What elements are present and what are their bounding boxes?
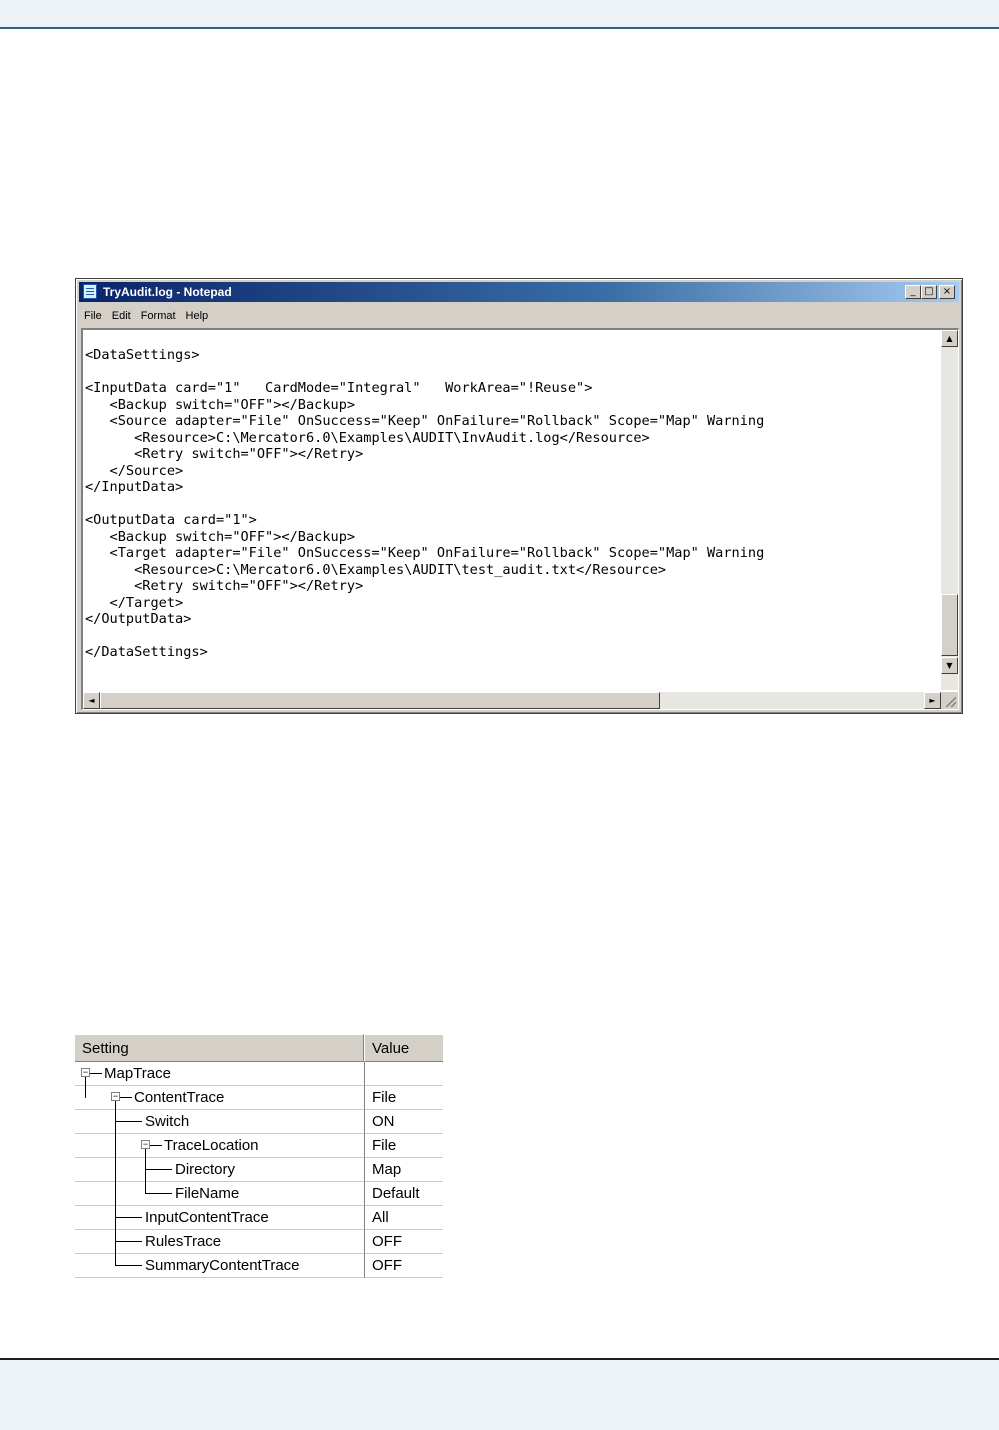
- tree-connector-line: [85, 1086, 86, 1098]
- tree-branch-line: [150, 1145, 162, 1146]
- text-line: <Retry switch="OFF"></Retry>: [85, 578, 364, 594]
- tree-branch-line: [115, 1241, 142, 1242]
- scroll-down-button[interactable]: ▼: [941, 657, 958, 674]
- setting-value[interactable]: File: [364, 1086, 443, 1110]
- setting-name: InputContentTrace: [145, 1209, 269, 1226]
- table-row[interactable]: [75, 1110, 443, 1134]
- notepad-icon: [83, 284, 97, 299]
- minimize-button[interactable]: _: [905, 285, 921, 299]
- menu-format[interactable]: Format: [140, 310, 176, 322]
- scroll-left-button[interactable]: ◄: [83, 692, 100, 709]
- tree-branch-line: [115, 1121, 142, 1122]
- tree-connector-line: [115, 1206, 116, 1230]
- table-row[interactable]: [75, 1206, 443, 1230]
- tree-branch-line: [115, 1265, 142, 1266]
- text-line: <DataSettings>: [85, 347, 200, 363]
- table-row[interactable]: [75, 1158, 443, 1182]
- setting-name: MapTrace: [104, 1065, 171, 1082]
- setting-value[interactable]: File: [364, 1134, 443, 1158]
- notepad-title-bar[interactable]: [79, 282, 959, 302]
- tree-connector-line: [145, 1149, 146, 1158]
- tree-connector-line: [115, 1230, 116, 1254]
- maximize-button[interactable]: □: [921, 285, 937, 299]
- tree-branch-line: [115, 1217, 142, 1218]
- text-line: <Retry switch="OFF"></Retry>: [85, 446, 364, 462]
- setting-value[interactable]: Default: [364, 1182, 443, 1206]
- setting-value[interactable]: ON: [364, 1110, 443, 1134]
- text-line: [85, 496, 935, 513]
- horizontal-scrollbar[interactable]: [83, 692, 941, 709]
- table-row[interactable]: [75, 1062, 443, 1086]
- scroll-right-button[interactable]: ►: [924, 692, 941, 709]
- setting-value[interactable]: All: [364, 1206, 443, 1230]
- vertical-scrollbar[interactable]: [941, 330, 958, 690]
- setting-cell: [75, 1086, 364, 1110]
- tree-branch-line: [145, 1193, 172, 1194]
- setting-cell: [75, 1062, 364, 1086]
- text-line: <OutputData card="1">: [85, 512, 257, 528]
- tree-connector-line: [85, 1077, 86, 1086]
- setting-name: Switch: [145, 1113, 190, 1130]
- setting-name: TraceLocation: [164, 1137, 259, 1154]
- setting-value[interactable]: [364, 1062, 443, 1086]
- setting-value[interactable]: OFF: [364, 1254, 443, 1278]
- tree-connector-line: [115, 1158, 116, 1182]
- collapse-icon[interactable]: −: [142, 1139, 149, 1149]
- text-line: <Backup switch="OFF"></Backup>: [85, 396, 356, 413]
- menu-edit[interactable]: Edit: [111, 310, 131, 322]
- tree-connector-line: [115, 1134, 116, 1158]
- text-content[interactable]: [85, 347, 935, 677]
- text-line: </Source>: [85, 462, 184, 479]
- setting-name: RulesTrace: [145, 1233, 222, 1250]
- setting-name: ContentTrace: [134, 1089, 225, 1106]
- vertical-scroll-thumb[interactable]: [941, 594, 958, 656]
- text-editor-area[interactable]: [81, 328, 959, 710]
- text-line: [85, 628, 935, 645]
- setting-column-header[interactable]: Setting: [75, 1034, 364, 1062]
- setting-name: FileName: [175, 1185, 240, 1202]
- scroll-up-button[interactable]: ▲: [941, 330, 958, 347]
- menu-file[interactable]: File: [84, 310, 102, 322]
- horizontal-scroll-thumb[interactable]: [100, 692, 660, 709]
- setting-cell: [75, 1158, 364, 1182]
- tree-branch-line: [120, 1097, 132, 1098]
- setting-value[interactable]: OFF: [364, 1230, 443, 1254]
- text-line: </DataSettings>: [85, 644, 208, 660]
- setting-cell: [75, 1230, 364, 1254]
- table-row[interactable]: [75, 1086, 443, 1110]
- text-line: </OutputData>: [85, 611, 192, 627]
- collapse-icon[interactable]: −: [112, 1091, 119, 1101]
- setting-cell: [75, 1134, 364, 1158]
- collapse-icon[interactable]: −: [82, 1067, 89, 1077]
- text-line: </Target>: [85, 594, 184, 611]
- page-footer-band: [0, 1358, 999, 1430]
- close-button[interactable]: ×: [939, 285, 955, 299]
- setting-value[interactable]: Map: [364, 1158, 443, 1182]
- size-grip[interactable]: [941, 692, 958, 709]
- tree-connector-line: [115, 1101, 116, 1110]
- window-title: TryAudit.log - Notepad: [103, 285, 232, 299]
- text-line: <Resource>C:\Mercator6.0\Examples\AUDIT\InvAudit.log</Resource>: [85, 429, 650, 446]
- tree-connector-line: [115, 1182, 116, 1206]
- menu-help[interactable]: Help: [185, 310, 209, 322]
- text-line: <Target adapter="File" OnSuccess="Keep" OnFailure="Rollback" Scope="Map" Warning: [85, 545, 765, 561]
- table-row[interactable]: [75, 1230, 443, 1254]
- setting-name: SummaryContentTrace: [145, 1257, 300, 1274]
- value-column-header[interactable]: Value: [364, 1034, 443, 1062]
- text-line: [85, 364, 935, 381]
- text-line: <Resource>C:\Mercator6.0\Examples\AUDIT\test_audit.txt</Resource>: [85, 561, 667, 578]
- text-line: <InputData card="1" CardMode="Integral" WorkArea="!Reuse">: [85, 380, 593, 396]
- setting-cell: [75, 1254, 364, 1278]
- tree-connector-line: [115, 1110, 116, 1134]
- table-row[interactable]: [75, 1134, 443, 1158]
- text-line: <Backup switch="OFF"></Backup>: [85, 528, 356, 545]
- table-row[interactable]: [75, 1182, 443, 1206]
- setting-cell: [75, 1182, 364, 1206]
- table-row[interactable]: [75, 1254, 443, 1278]
- tree-connector-line: [145, 1158, 146, 1182]
- notepad-window: [75, 278, 963, 714]
- settings-tree-table: [75, 1034, 443, 1282]
- text-line: <Source adapter="File" OnSuccess="Keep" OnFailure="Rollback" Scope="Map" Warning: [85, 413, 765, 429]
- tree-branch-line: [90, 1073, 102, 1074]
- table-header: [75, 1034, 443, 1062]
- setting-name: Directory: [175, 1161, 236, 1178]
- setting-cell: [75, 1206, 364, 1230]
- menu-bar: [79, 304, 959, 324]
- text-line: </InputData>: [85, 479, 184, 495]
- setting-cell: [75, 1110, 364, 1134]
- tree-branch-line: [145, 1169, 172, 1170]
- page-header-band: [0, 0, 999, 29]
